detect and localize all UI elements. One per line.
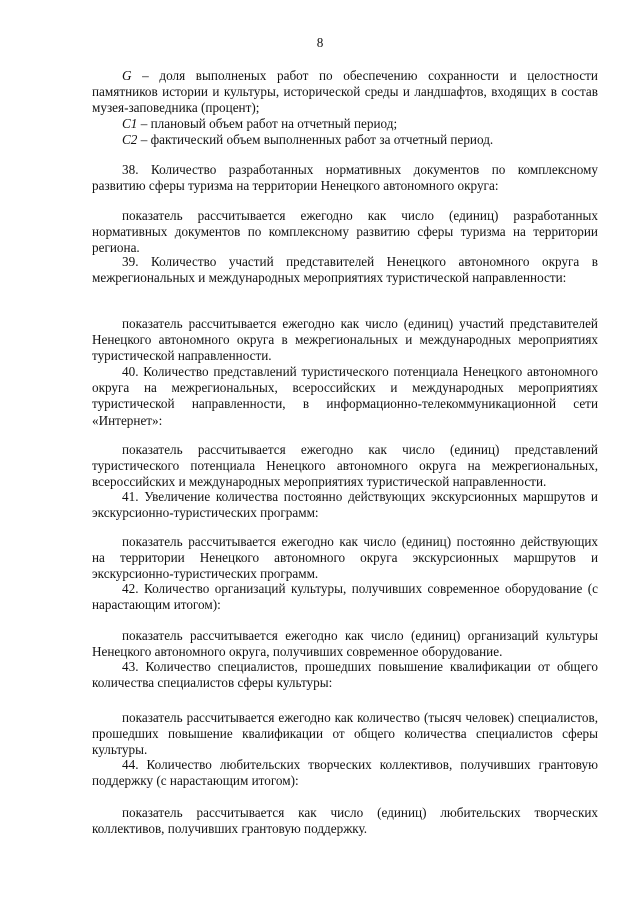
item-38-title: 38. Количество разработанных нормативных документов по комплексному развитию сферы туризма на территории Ненецкого автономного округа: (92, 162, 598, 194)
item-41-title: 41. Увеличение количества постоянно действующих экскурсионных маршрутов и экскурсионно-туристических программ: (92, 489, 598, 521)
item-43-title: 43. Количество специалистов, прошедших повышение квалификации от общего количества специалистов сферы культуры: (92, 659, 598, 691)
item-39-desc: показатель рассчитывается ежегодно как число (единиц) участий представителей Ненецкого автономного округа в межрегиональных и международных мероприятиях туристической направленности. (92, 316, 598, 364)
item-42-title: 42. Количество организаций культуры, получивших современное оборудование (с нарастающим итогом): (92, 581, 598, 613)
item-40-title: 40. Количество представлений туристического потенциала Ненецкого автономного округа на межрегиональных, всероссийских и международных мероприятиях туристической направленности, в информационно-телекоммуникационной сети «Интернет»: (92, 364, 598, 428)
item-44-desc: показатель рассчитывается как число (единиц) любительских творческих коллективов, получивших грантовую поддержку. (92, 805, 598, 837)
item-43-desc: показатель рассчитывается ежегодно как количество (тысяч человек) специалистов, прошедших повышение квалификации от общего количества специалистов сферы культуры. (92, 710, 598, 758)
legend-g: G – доля выполненых работ по обеспечению сохранности и целостности памятников истории и культуры, исторической среды и ландшафтов, входящих в состав музея-заповедника (процент); (92, 68, 598, 116)
page-number: 8 (316, 35, 324, 50)
legend-c2: C2 – фактический объем выполненных работ за отчетный период. (122, 132, 494, 147)
item-38-desc: показатель рассчитывается ежегодно как число (единиц) разработанных нормативных документов по комплексному развитию сферы туризма на территории региона. (92, 208, 598, 256)
item-41-desc: показатель рассчитывается ежегодно как число (единиц) постоянно действующих на территории Ненецкого автономного округа экскурсионных маршрутов и экскурсионно-туристических программ. (92, 534, 598, 582)
item-40-desc: показатель рассчитывается ежегодно как число (единиц) представлений туристического потенциала Ненецкого автономного округа на межрегиональных, всероссийских и международных мероприятиях туристической направленности. (92, 442, 598, 490)
item-39-title: 39. Количество участий представителей Ненецкого автономного округа в межрегиональных и международных мероприятиях туристической направленности: (92, 254, 598, 286)
item-44-title: 44. Количество любительских творческих коллективов, получивших грантовую поддержку (с нарастающим итогом): (92, 757, 598, 789)
legend-c1: C1 – плановый объем работ на отчетный период; (122, 116, 398, 131)
item-42-desc: показатель рассчитывается ежегодно как число (единиц) организаций культуры Ненецкого автономного округа, получивших современное оборудование. (92, 628, 598, 660)
